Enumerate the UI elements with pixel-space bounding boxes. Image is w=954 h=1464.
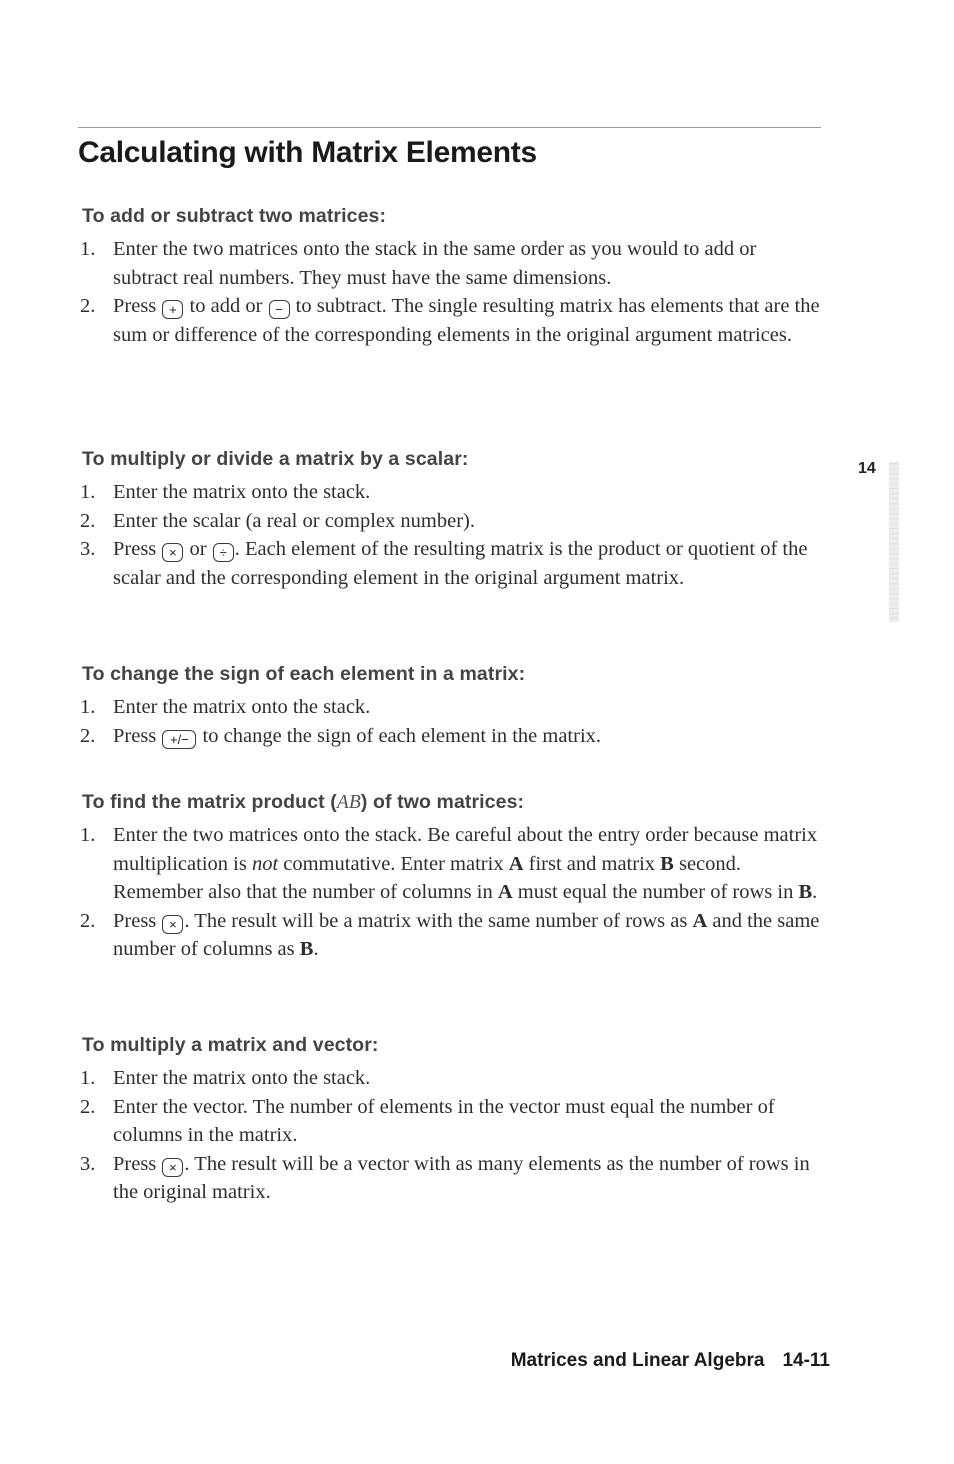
text-run: and the same number of columns as	[113, 909, 820, 960]
list-item	[80, 693, 820, 722]
footer-page-number: 14-11	[782, 1350, 830, 1371]
step-number: 1.	[80, 238, 96, 260]
text-run: . The result will be a matrix with the same number of rows as	[184, 909, 693, 932]
text-run: or	[184, 538, 212, 560]
text-run: .	[313, 938, 319, 960]
step-list	[80, 1064, 820, 1207]
list-item	[80, 722, 820, 751]
list-item	[80, 292, 820, 349]
text-run: Press	[113, 724, 162, 747]
step-number: 1.	[80, 696, 96, 718]
matrix-name: B	[798, 881, 813, 903]
text-run: .	[812, 881, 818, 903]
step-number: 3.	[80, 1152, 96, 1175]
section-matrix-product	[80, 791, 820, 964]
calculator-key-icon: ×	[162, 1158, 183, 1177]
text-run: Enter the scalar (a real or complex number).	[113, 509, 475, 532]
list-item	[80, 507, 820, 536]
step-number: 2.	[80, 509, 96, 532]
text-run: . The result will be a vector with as many elements as the number of rows in the original matrix.	[113, 1152, 810, 1203]
emphasis: not	[251, 852, 279, 875]
section-heading: To add or subtract two matrices:	[82, 205, 387, 227]
step-list	[80, 693, 820, 750]
calculator-key-icon: −	[269, 300, 290, 319]
page-footer	[511, 1350, 830, 1372]
text-run: Enter the matrix onto the stack.	[113, 696, 371, 718]
title-rule	[78, 127, 821, 128]
section-change-sign	[80, 663, 820, 750]
text-run: ) of two matrices:	[360, 791, 525, 813]
text-run: Enter the matrix onto the stack.	[113, 481, 371, 503]
math-product: AB	[336, 792, 361, 813]
step-text	[113, 1153, 810, 1204]
step-text	[113, 696, 370, 718]
section-heading: To change the sign of each element in a matrix:	[82, 663, 526, 685]
step-number: 1.	[80, 824, 96, 846]
text-run: Press	[113, 1152, 162, 1175]
section-heading: To multiply a matrix and vector:	[82, 1034, 379, 1056]
matrix-name: A	[508, 852, 524, 875]
section-add-subtract	[80, 205, 820, 349]
step-list	[80, 235, 820, 349]
matrix-name: B	[660, 852, 674, 875]
text-run: to change the sign of each element in the matrix.	[197, 724, 602, 747]
matrix-name: A	[692, 909, 708, 932]
matrix-name: A	[497, 881, 513, 903]
step-text	[113, 295, 820, 346]
step-number: 3.	[80, 538, 96, 560]
section-heading	[82, 791, 820, 814]
step-text	[113, 538, 807, 589]
list-item	[80, 535, 820, 592]
section-matrix-vector	[80, 1034, 820, 1207]
list-item	[80, 1150, 820, 1207]
list-item	[80, 1093, 820, 1150]
matrix-name: B	[299, 938, 314, 960]
chapter-tab-edge	[889, 462, 899, 622]
text-run: commutative. Enter matrix	[278, 852, 509, 875]
step-text	[113, 481, 370, 503]
step-list	[80, 821, 820, 964]
text-run: Press	[113, 909, 162, 932]
text-run: first and matrix	[523, 852, 661, 875]
section-scalar	[80, 448, 820, 592]
step-list	[80, 478, 820, 592]
text-run: to subtract. The single resulting matrix has elements that are the sum or difference of the corresponding elements in the original argument matrices.	[113, 295, 820, 346]
calculator-key-icon: ÷	[213, 543, 234, 562]
step-text	[113, 1096, 775, 1147]
step-number: 1.	[80, 1067, 96, 1089]
text-run: Press	[113, 295, 162, 317]
text-run: Enter the vector. The number of elements in the vector must equal the number of columns in the matrix.	[113, 1095, 775, 1146]
text-run: must equal the number of rows in	[512, 881, 799, 903]
section-heading: To multiply or divide a matrix by a scalar:	[82, 448, 469, 470]
list-item	[80, 478, 820, 507]
text-run: . Each element of the resulting matrix is the product or quotient of the scalar and the corresponding element in the original argument matrix.	[113, 538, 808, 589]
step-text	[113, 824, 817, 903]
step-text	[113, 510, 475, 532]
list-item	[80, 907, 820, 964]
calculator-key-icon: +	[162, 300, 183, 319]
list-item	[80, 235, 820, 292]
text-run: to add or	[184, 295, 268, 317]
footer-chapter-title: Matrices and Linear Algebra	[510, 1350, 765, 1371]
calculator-key-icon: +/−	[162, 730, 196, 749]
step-text	[113, 1067, 370, 1089]
text-run: Press	[113, 538, 162, 560]
page-title: Calculating with Matrix Elements	[78, 136, 537, 169]
calculator-key-icon: ×	[162, 915, 183, 934]
step-number: 2.	[80, 1095, 96, 1118]
calculator-key-icon: ×	[162, 543, 183, 562]
list-item	[80, 1064, 820, 1093]
text-run: Enter the matrix onto the stack.	[113, 1067, 371, 1089]
text-run: To find the matrix product (	[82, 791, 337, 813]
text-run: Enter the two matrices onto the stack in the same order as you would to add or subtract real numbers. They must have the same dimensions.	[113, 238, 757, 289]
step-number: 1.	[80, 481, 96, 503]
step-number: 2.	[80, 295, 96, 317]
text-run: second. Remember also that the number of columns in	[113, 852, 742, 903]
text-run: Enter the two matrices onto the stack. Be careful about the entry order because matrix multiplication is	[113, 824, 818, 875]
step-text	[113, 910, 819, 961]
step-text	[113, 238, 756, 289]
list-item	[80, 821, 820, 907]
chapter-tab-number: 14	[858, 460, 876, 477]
step-text	[113, 725, 601, 747]
step-number: 2.	[80, 909, 96, 932]
step-number: 2.	[80, 724, 96, 747]
